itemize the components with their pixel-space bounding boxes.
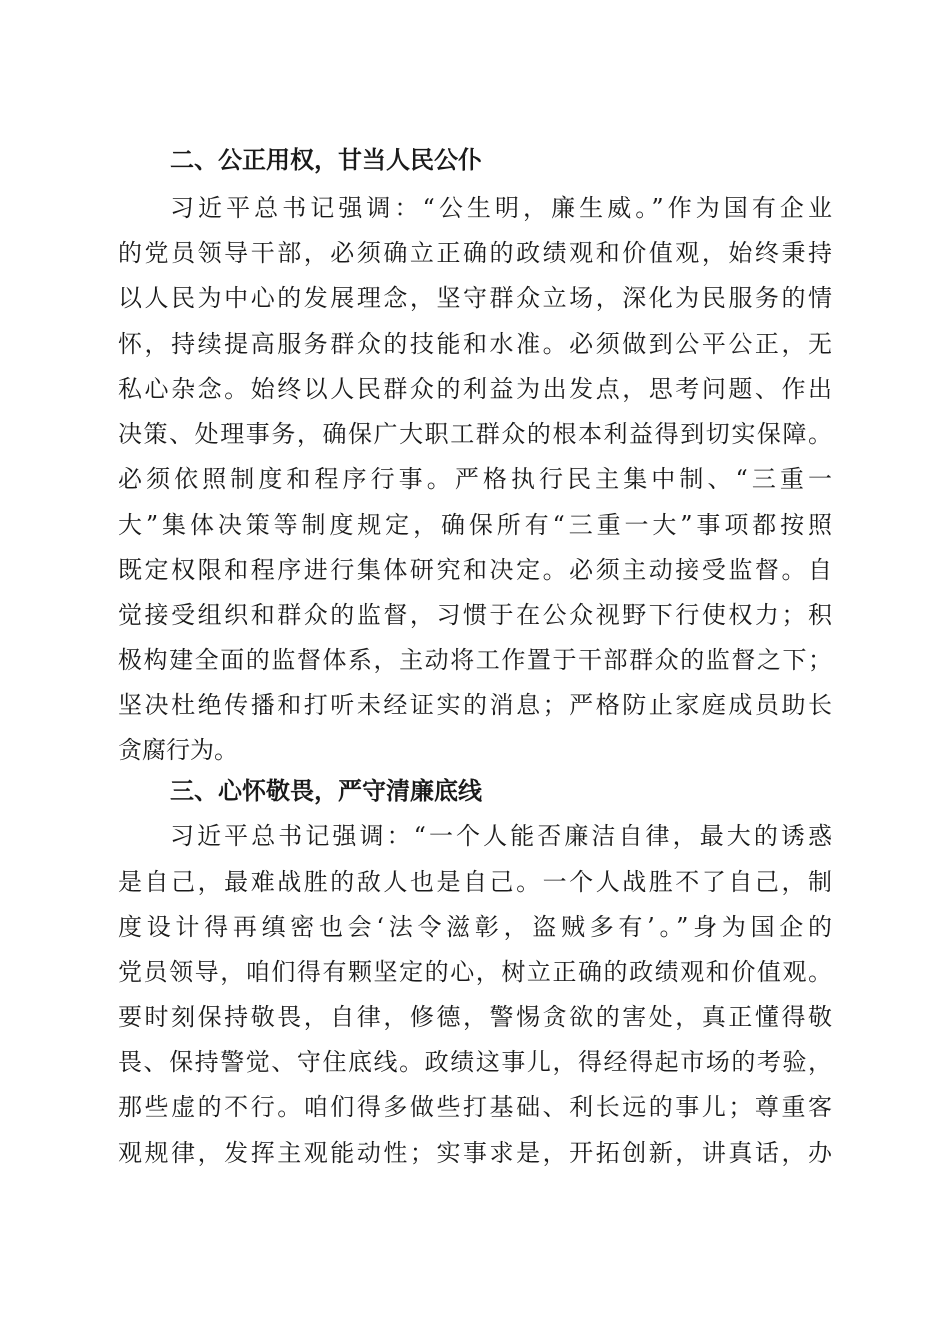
paragraph-line: 度设计得再缜密也会‘法令滋彰，盗贼多有’。”身为国企的 [118, 913, 832, 941]
paragraph-line: 觉接受组织和群众的监督，习惯于在公众视野下行使权力；积 [118, 601, 832, 629]
paragraph-line: 私心杂念。始终以人民群众的利益为出发点，思考问题、作出 [118, 375, 832, 403]
paragraph-line: 习近平总书记强调：“一个人能否廉洁自律，最大的诱惑 [170, 822, 832, 850]
section-heading-2: 二、公正用权，甘当人民公仆 [170, 146, 482, 174]
paragraph-line: 既定权限和程序进行集体研究和决定。必须主动接受监督。自 [118, 556, 832, 584]
paragraph-line: 必须依照制度和程序行事。严格执行民主集中制、“三重一 [118, 465, 832, 493]
paragraph-line: 观规律，发挥主观能动性；实事求是，开拓创新，讲真话，办 [118, 1139, 832, 1167]
paragraph-line: 畏、保持警觉、守住底线。政绩这事儿，得经得起市场的考验， [118, 1048, 832, 1076]
paragraph-line: 大”集体决策等制度规定，确保所有“三重一大”事项都按照 [118, 511, 832, 539]
paragraph-line: 贪腐行为。 [118, 736, 238, 764]
paragraph-line: 要时刻保持敬畏，自律，修德，警惕贪欲的害处，真正懂得敬 [118, 1003, 832, 1031]
paragraph-line: 那些虚的不行。咱们得多做些打基础、利长远的事儿；尊重客 [118, 1093, 832, 1121]
paragraph-line: 坚决杜绝传播和打听未经证实的消息；严格防止家庭成员助长 [118, 691, 832, 719]
paragraph-line: 是自己，最难战胜的敌人也是自己。一个人战胜不了自己，制 [118, 868, 832, 896]
paragraph-line: 以人民为中心的发展理念，坚守群众立场，深化为民服务的情 [118, 284, 832, 312]
paragraph-line: 习近平总书记强调：“公生明，廉生威。”作为国有企业 [170, 194, 832, 222]
paragraph-line: 怀，持续提高服务群众的技能和水准。必须做到公平公正，无 [118, 330, 832, 358]
paragraph-line: 极构建全面的监督体系，主动将工作置于干部群众的监督之下； [118, 646, 832, 674]
paragraph-line: 的党员领导干部，必须确立正确的政绩观和价值观，始终秉持 [118, 239, 832, 267]
paragraph-line: 党员领导，咱们得有颗坚定的心，树立正确的政绩观和价值观。 [118, 958, 832, 986]
section-heading-3: 三、心怀敬畏，严守清廉底线 [170, 777, 482, 805]
paragraph-line: 决策、处理事务，确保广大职工群众的根本利益得到切实保障。 [118, 420, 832, 448]
